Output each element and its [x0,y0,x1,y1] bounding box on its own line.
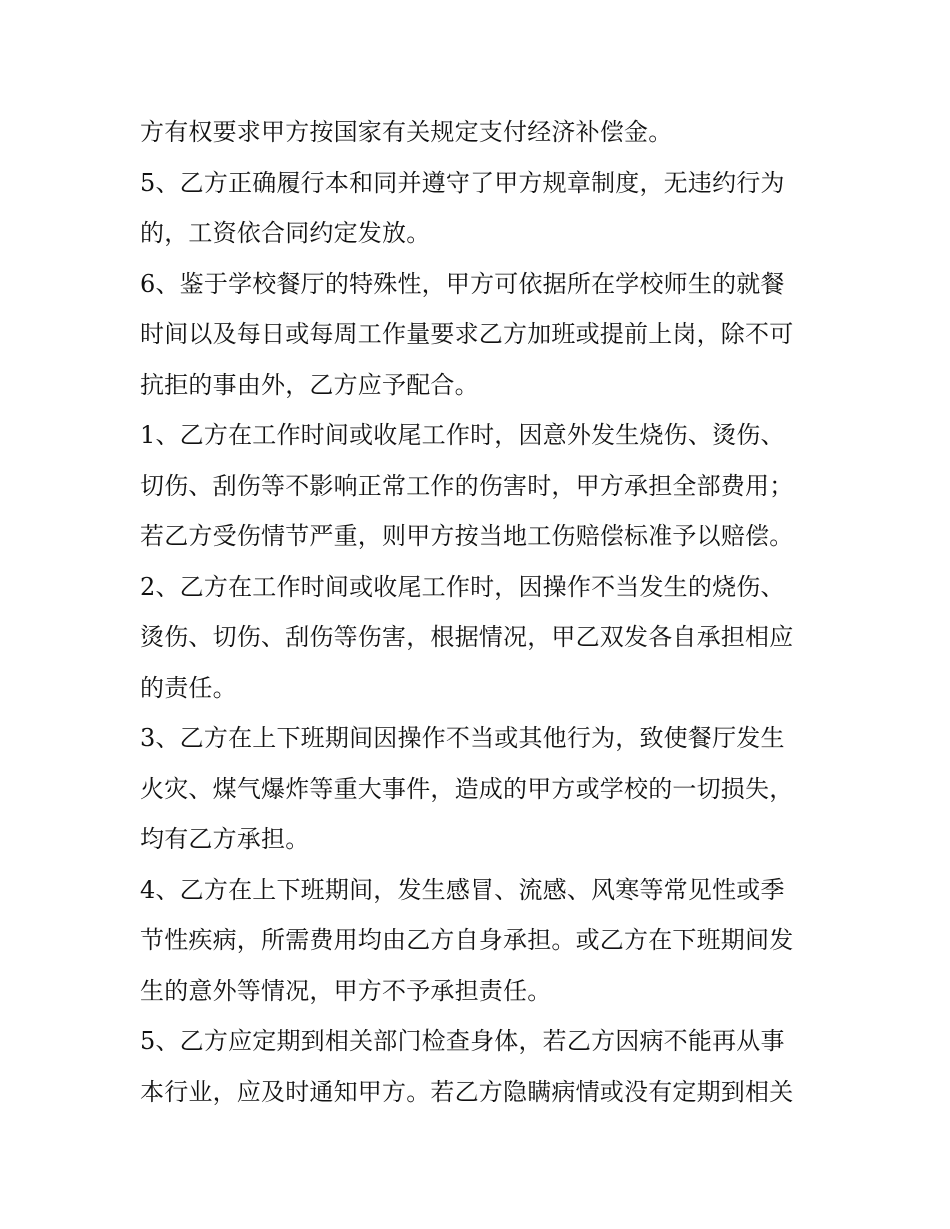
text-line: 节性疾病，所需费用均由乙方自身承担。或乙方在下班期间发 [140,926,794,954]
text-line: 火灾、煤气爆炸等重大事件，造成的甲方或学校的一切损失， [140,774,794,803]
text-line: 生的意外等情况，甲方不予承担责任。 [140,976,552,1005]
text-line: 5、乙方应定期到相关部门检查身体，若乙方因病不能再从事 [140,1027,785,1055]
text-line: 2、乙方在工作时间或收尾工作时，因操作不当发生的烧伤、 [140,572,785,601]
document-body [140,107,840,1117]
text-line: 4、乙方在上下班期间，发生感冒、流感、风寒等常见性或季 [140,875,785,904]
text-line: 的责任。 [140,673,237,702]
text-line: 方有权要求甲方按国家有关规定支付经济补偿金。 [140,118,673,146]
text-line: 6、鉴于学校餐厅的特殊性，甲方可依据所在学校师生的就餐 [140,269,785,298]
text-line: 5、乙方正确履行本和同并遵守了甲方规章制度，无违约行为 [140,168,785,197]
text-line: 烫伤、切伤、刮伤等伤害，根据情况，甲乙双发各自承担相应 [140,623,794,651]
text-line: 抗拒的事由外，乙方应予配合。 [140,370,479,399]
text-line: 时间以及每日或每周工作量要求乙方加班或提前上岗，除不可 [140,320,794,348]
text-line: 若乙方受伤情节严重，则甲方按当地工伤赔偿标准予以赔偿。 [140,522,794,550]
text-line: 切伤、刮伤等不影响正常工作的伤害时，甲方承担全部费用； [140,471,794,500]
text-line: 3、乙方在上下班期间因操作不当或其他行为，致使餐厅发生 [140,724,785,752]
text-line: 均有乙方承担。 [140,825,310,853]
text-line: 1、乙方在工作时间或收尾工作时，因意外发生烧伤、烫伤、 [140,421,785,449]
text-line: 的，工资依合同约定发放。 [140,219,431,247]
text-line: 本行业，应及时通知甲方。若乙方隐瞒病情或没有定期到相关 [140,1077,794,1106]
